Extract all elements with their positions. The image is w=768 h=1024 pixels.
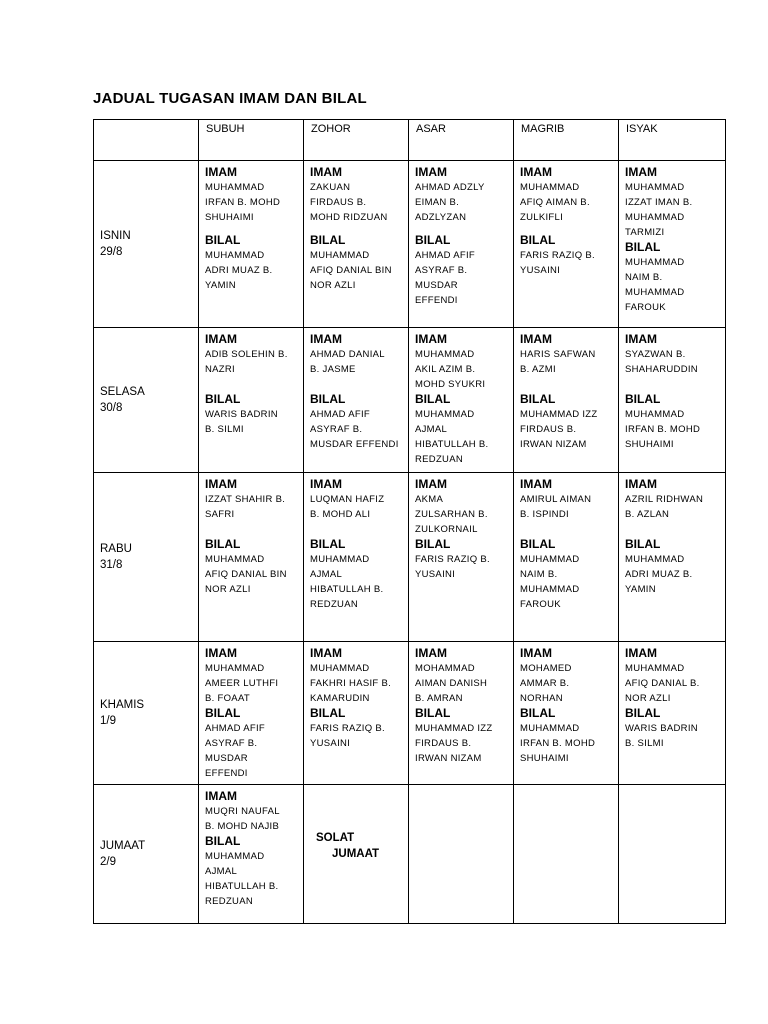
imam-label: IMAM <box>415 477 447 491</box>
note-line-1: SOLAT <box>316 832 355 844</box>
bilal-label: BILAL <box>625 537 661 551</box>
duty-cell <box>619 161 726 328</box>
imam-label: IMAM <box>310 477 342 491</box>
day-cell <box>94 473 199 642</box>
bilal-label: BILAL <box>310 392 346 406</box>
header-cell-asar <box>409 120 514 161</box>
bilal-name: MUHAMMAD AJMAL HIBATULLAH B. REDZUAN <box>415 409 489 465</box>
bilal-label: BILAL <box>310 233 346 247</box>
bilal-name: FARIS RAZIQ B. YUSAINI <box>520 250 595 276</box>
bilal-label: BILAL <box>415 233 451 247</box>
bilal-label: BILAL <box>625 392 661 406</box>
bilal-name: WARIS BADRIN B. SILMI <box>625 723 698 749</box>
bilal-name: MUHAMMAD NAIM B. MUHAMMAD FAROUK <box>520 554 580 610</box>
day-date: 30/8 <box>100 402 123 414</box>
bilal-name: MUHAMMAD IZZ FIRDAUS B. IRWAN NIZAM <box>520 409 598 450</box>
imam-label: IMAM <box>310 165 342 179</box>
duty-cell <box>199 328 304 473</box>
imam-name: MUHAMMAD AFIQ AIMAN B. ZULKIFLI <box>520 182 590 223</box>
bilal-label: BILAL <box>310 706 346 720</box>
bilal-name: MUHAMMAD IRFAN B. MOHD SHUHAIMI <box>625 409 701 450</box>
imam-label: IMAM <box>205 646 237 660</box>
bilal-name: MUHAMMAD AJMAL HIBATULLAH B. REDZUAN <box>310 554 384 610</box>
duty-cell <box>514 642 619 785</box>
imam-label: IMAM <box>205 165 237 179</box>
imam-label: IMAM <box>520 165 552 179</box>
duty-cell <box>514 328 619 473</box>
duty-cell <box>619 473 726 642</box>
day-name: JUMAAT <box>100 840 146 852</box>
day-date: 2/9 <box>100 856 116 868</box>
imam-name: HARIS SAFWAN B. AZMI <box>520 349 596 375</box>
bilal-label: BILAL <box>205 537 241 551</box>
duty-cell <box>619 642 726 785</box>
imam-name: IZZAT SHAHIR B. SAFRI <box>205 494 286 520</box>
imam-label: IMAM <box>520 477 552 491</box>
imam-name: LUQMAN HAFIZ B. MOHD ALI <box>310 494 385 520</box>
imam-name: MUHAMMAD AFIQ DANIAL B. NOR AZLI <box>625 663 700 704</box>
column-label: ZOHOR <box>311 123 351 135</box>
duty-cell <box>409 642 514 785</box>
bilal-name: MUHAMMAD ADRI MUAZ B. YAMIN <box>205 250 273 291</box>
solat-jumaat-note <box>304 785 408 862</box>
column-label: SUBUH <box>206 123 245 135</box>
duty-cell <box>304 473 409 642</box>
header-row <box>94 120 726 161</box>
duty-cell <box>304 642 409 785</box>
bilal-name: WARIS BADRIN B. SILMI <box>205 409 278 435</box>
bilal-name: MUHAMMAD AJMAL HIBATULLAH B. REDZUAN <box>205 851 279 907</box>
bilal-name: AHMAD AFIF ASYRAF B. MUSDAR EFFENDI <box>205 723 266 779</box>
imam-name: MUHAMMAD IRFAN B. MOHD SHUHAIMI <box>205 182 281 223</box>
duty-cell <box>514 473 619 642</box>
day-date: 29/8 <box>100 246 123 258</box>
duty-cell <box>409 161 514 328</box>
bilal-label: BILAL <box>205 834 241 848</box>
bilal-name: MUHAMMAD AFIQ DANIAL BIN NOR AZLI <box>205 554 287 595</box>
imam-name: MUHAMMAD IZZAT IMAN B. MUHAMMAD TARMIZI <box>625 182 693 238</box>
duty-cell <box>514 161 619 328</box>
imam-label: IMAM <box>415 332 447 346</box>
bilal-label: BILAL <box>415 537 451 551</box>
bilal-name: FARIS RAZIQ B. YUSAINI <box>415 554 490 580</box>
bilal-name: MUHAMMAD AFIQ DANIAL BIN NOR AZLI <box>310 250 392 291</box>
bilal-name: MUHAMMAD IZZ FIRDAUS B. IRWAN NIZAM <box>415 723 493 764</box>
table-row-rabu <box>94 473 726 642</box>
bilal-name: MUHAMMAD ADRI MUAZ B. YAMIN <box>625 554 693 595</box>
duty-cell <box>199 785 304 924</box>
imam-label: IMAM <box>625 332 657 346</box>
bilal-label: BILAL <box>310 537 346 551</box>
bilal-name: FARIS RAZIQ B. YUSAINI <box>310 723 385 749</box>
bilal-label: BILAL <box>520 233 556 247</box>
imam-name: AZRIL RIDHWAN B. AZLAN <box>625 494 704 520</box>
duty-cell <box>304 328 409 473</box>
day-name: RABU <box>100 543 132 555</box>
imam-label: IMAM <box>520 332 552 346</box>
imam-label: IMAM <box>415 646 447 660</box>
bilal-label: BILAL <box>205 392 241 406</box>
imam-name: MOHAMED AMMAR B. NORHAN <box>520 663 572 704</box>
header-corner-cell <box>94 120 199 161</box>
bilal-name: MUHAMMAD IRFAN B. MOHD SHUHAIMI <box>520 723 596 764</box>
table-row-selasa <box>94 328 726 473</box>
imam-name: AMIRUL AIMAN B. ISPINDI <box>520 494 592 520</box>
day-cell <box>94 328 199 473</box>
duty-cell <box>409 328 514 473</box>
duty-cell <box>619 328 726 473</box>
header-cell-subuh <box>199 120 304 161</box>
day-date: 1/9 <box>100 715 116 727</box>
imam-name: SYAZWAN B. SHAHARUDDIN <box>625 349 698 375</box>
imam-name: ADIB SOLEHIN B. NAZRI <box>205 349 288 375</box>
table-row-jumaat <box>94 785 726 924</box>
bilal-label: BILAL <box>205 706 241 720</box>
column-label: MAGRIB <box>521 123 565 135</box>
imam-name: MUQRI NAUFAL B. MOHD NAJIB <box>205 806 280 832</box>
empty-cell <box>514 785 619 924</box>
imam-name: AHMAD DANIAL B. JASME <box>310 349 385 375</box>
imam-name: MUHAMMAD AKIL AZIM B. MOHD SYUKRI <box>415 349 486 390</box>
header-cell-zohor <box>304 120 409 161</box>
bilal-label: BILAL <box>520 392 556 406</box>
imam-name: MUHAMMAD AMEER LUTHFI B. FOAAT <box>205 663 279 704</box>
document-title: JADUAL TUGASAN IMAM DAN BILAL <box>93 90 367 107</box>
duty-cell <box>409 473 514 642</box>
imam-name: AHMAD ADZLY EIMAN B. ADZLYZAN <box>415 182 485 223</box>
duty-cell <box>199 473 304 642</box>
column-label: ASAR <box>416 123 446 135</box>
imam-label: IMAM <box>205 477 237 491</box>
bilal-label: BILAL <box>625 240 661 254</box>
imam-label: IMAM <box>205 789 237 803</box>
imam-label: IMAM <box>625 165 657 179</box>
bilal-name: MUHAMMAD NAIM B. MUHAMMAD FAROUK <box>625 257 685 313</box>
day-cell <box>94 785 199 924</box>
bilal-label: BILAL <box>520 706 556 720</box>
empty-cell <box>409 785 514 924</box>
bilal-label: BILAL <box>205 233 241 247</box>
imam-label: IMAM <box>520 646 552 660</box>
bilal-label: BILAL <box>625 706 661 720</box>
imam-name: AKMA ZULSARHAN B. ZULKORNAIL <box>415 494 488 535</box>
imam-name: MUHAMMAD FAKHRI HASIF B. KAMARUDIN <box>310 663 392 704</box>
duty-cell <box>304 161 409 328</box>
imam-name: ZAKUAN FIRDAUS B. MOHD RIDZUAN <box>310 182 388 223</box>
bilal-name: AHMAD AFIF ASYRAF B. MUSDAR EFFENDI <box>310 409 399 450</box>
table-row-khamis <box>94 642 726 785</box>
imam-name: MOHAMMAD AIMAN DANISH B. AMRAN <box>415 663 488 704</box>
bilal-label: BILAL <box>415 706 451 720</box>
bilal-name: AHMAD AFIF ASYRAF B. MUSDAR EFFENDI <box>415 250 476 306</box>
imam-label: IMAM <box>625 646 657 660</box>
header-cell-magrib <box>514 120 619 161</box>
day-cell <box>94 161 199 328</box>
table-row-isnin <box>94 161 726 328</box>
imam-label: IMAM <box>625 477 657 491</box>
duty-cell <box>199 642 304 785</box>
imam-label: IMAM <box>205 332 237 346</box>
solat-jumaat-cell <box>304 785 409 924</box>
note-line-2: JUMAAT <box>332 848 380 860</box>
duty-cell <box>199 161 304 328</box>
bilal-label: BILAL <box>520 537 556 551</box>
column-label: ISYAK <box>626 123 658 135</box>
empty-cell <box>619 785 726 924</box>
duty-roster-table <box>93 119 726 924</box>
imam-label: IMAM <box>310 646 342 660</box>
day-name: ISNIN <box>100 230 131 242</box>
header-cell-isyak <box>619 120 726 161</box>
bilal-label: BILAL <box>415 392 451 406</box>
day-name: SELASA <box>100 386 145 398</box>
imam-label: IMAM <box>415 165 447 179</box>
day-cell <box>94 642 199 785</box>
day-name: KHAMIS <box>100 699 145 711</box>
day-date: 31/8 <box>100 559 123 571</box>
imam-label: IMAM <box>310 332 342 346</box>
